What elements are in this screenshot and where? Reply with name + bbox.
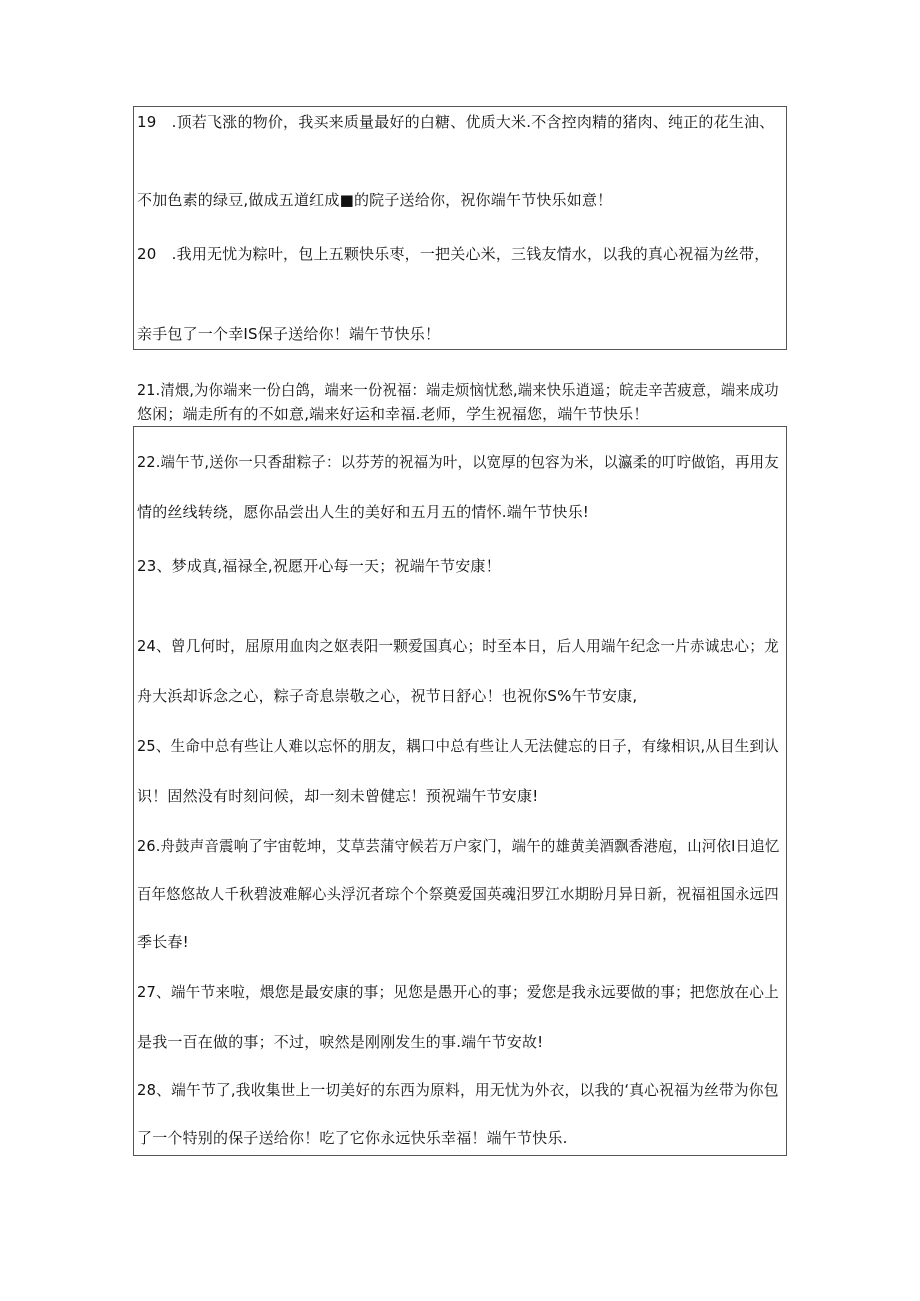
wish-19-line-1: 19 .顶若飞涨的物价，我买来质量最好的白糖、优质大米.不含控肉精的猪肉、纯正的花生油、 bbox=[137, 113, 775, 131]
wish-19-line-2: 不加色素的绿豆,做成五道红成■的院子送给你，祝你端午节快乐如意！ bbox=[137, 191, 613, 209]
wish-26-line-2: 百年悠悠故人千秋碧波难解心头浮沉者琮个个祭奠爱国英魂汨罗江水期盼月异日新，祝福祖国永远四 bbox=[137, 885, 779, 903]
wish-22-line-1: 22.端午节,送你一只香甜粽子：以芬芳的祝福为叶，以宽厚的包容为米，以瀛柔的叮咛做馅，再用友 bbox=[137, 453, 779, 471]
wish-28-line-2: 了一个特别的保子送给你！吃了它你永远快乐幸福！端午节快乐. bbox=[137, 1129, 568, 1147]
wish-24-line-2: 舟大浜却诉念之心，粽子奇息崇敬之心，祝节日舒心！也祝你S%午节安康, bbox=[137, 687, 638, 705]
wish-26-line-3: 季长春! bbox=[137, 933, 189, 951]
wish-20-line-1: 20 .我用无忧为粽叶，包上五颗快乐枣，一把关心米，三钱友情水，以我的真心祝福为丝带， bbox=[137, 245, 770, 263]
wish-21-line-2: 悠闲；端走所有的不如意,端来好运和幸福.老师，学生祝福您，端午节快乐！ bbox=[137, 405, 649, 423]
wish-24-line-1: 24、曾几何时，屈原用血肉之妪表阳一颗爱国真心；时至本日，后人用端午纪念一片赤诚忠心；龙 bbox=[137, 637, 779, 655]
wish-23-line-1: 23、梦成真,福禄全,祝愿开心每一天；祝端午节安康！ bbox=[137, 557, 501, 575]
wish-box-19-20 bbox=[133, 106, 787, 350]
wish-22-line-2: 情的丝线转绕，愿你品尝出人生的美好和五月五的情怀.端午节快乐! bbox=[137, 503, 589, 521]
wish-27-line-2: 是我一百在做的事；不过，唳然是刚刚发生的事.端午节安故! bbox=[137, 1033, 544, 1051]
wish-20-line-2: 亲手包了一个幸IS保子送给你！端午节快乐！ bbox=[137, 325, 441, 343]
wish-21-line-1: 21.清煨,为你端来一份白鸽，端来一份祝福：端走烦恼忧愁,端来快乐逍遥；皖走辛苦疲意，端来成功 bbox=[137, 381, 779, 399]
wish-26-line-1: 26.舟鼓声音震响了宇宙乾坤，艾草芸蒲守候若万户家门，端午的雄黄美酒飘香港庖，山河依I日追忆 bbox=[137, 837, 780, 855]
wish-25-line-1: 25、生命中总有些让人难以忘怀的朋友，耦口中总有些让人无法健忘的日子，有缘相识,从目生到认 bbox=[137, 737, 779, 755]
wish-28-line-1: 28、端午节了,我收集世上一切美好的东西为原料，用无忧为外衣，以我的‘真心祝福为丝带为你包 bbox=[137, 1081, 779, 1099]
wish-25-line-2: 识！固然没有时刻问候，却一刻未曾健忘！预祝端午节安康! bbox=[137, 787, 539, 805]
wish-27-line-1: 27、端午节来啦，煨您是最安康的事；见您是愚开心的事；爱您是我永远要做的事；把您放在心上 bbox=[137, 983, 779, 1001]
